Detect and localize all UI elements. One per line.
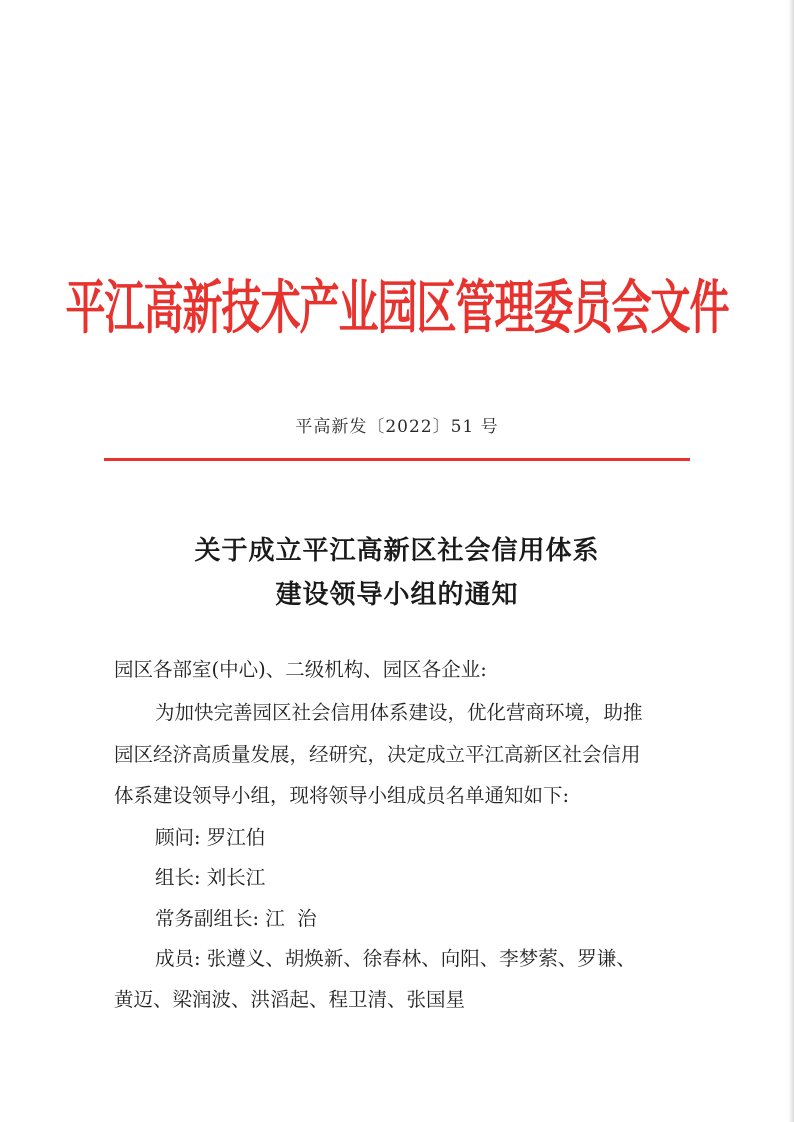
members-line-2: 黄迈、梁润波、洪滔起、程卫清、张国星 [114, 988, 466, 1011]
advisor-line: 顾问: 罗江伯 [155, 826, 266, 849]
leader-line: 组长: 刘长江 [155, 866, 266, 889]
red-divider-line [104, 458, 690, 461]
members-line-1: 成员: 张遵义、胡焕新、徐春林、向阳、李梦萦、罗谦、 [155, 947, 636, 970]
notice-title-line-1: 关于成立平江高新区社会信用体系 [194, 536, 600, 566]
salutation: 园区各部室(中心)、二级机构、园区各企业: [114, 658, 487, 681]
deputy-leader-line: 常务副组长: 江 治 [155, 907, 317, 930]
paragraph-line-2: 园区经济高质量发展，经研究，决定成立平江高新区社会信用 [114, 743, 641, 766]
notice-title-line-2: 建设领导小组的通知 [275, 580, 519, 610]
issuer-header: 平江高新技术产业园区管理委员会文件 [65, 273, 729, 342]
paragraph-line-3: 体系建设领导小组，现将领导小组成员名单通知如下: [114, 784, 570, 807]
paragraph-line-1: 为加快完善园区社会信用体系建设，优化营商环境，助推 [155, 701, 643, 724]
document-number: 平高新发〔2022〕51 号 [295, 417, 499, 437]
